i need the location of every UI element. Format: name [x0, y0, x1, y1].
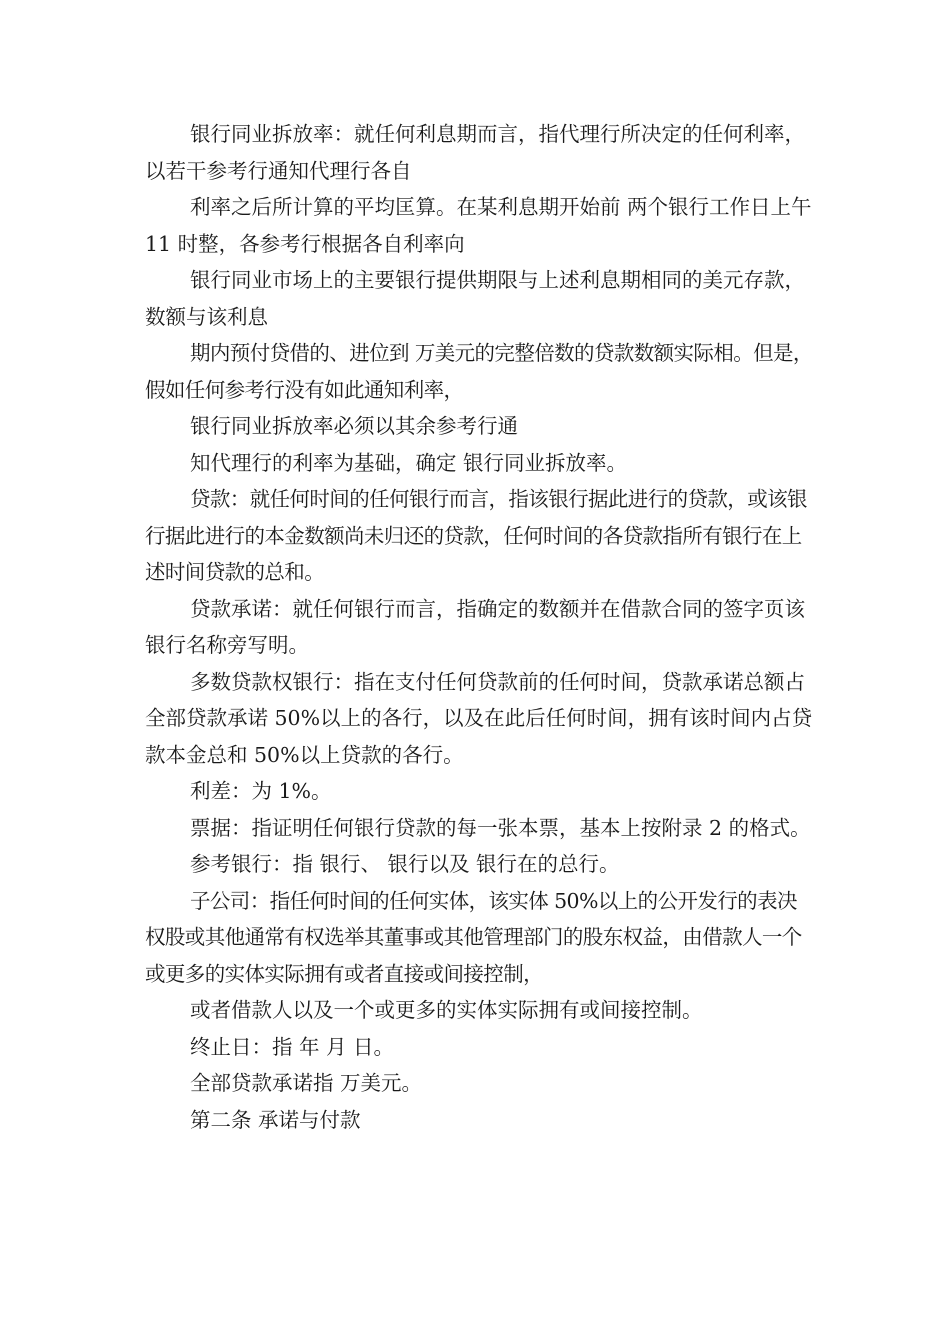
paragraph-reference-banks-definition: 参考银行：指 银行、 银行以及 银行在的总行。	[190, 852, 620, 876]
paragraph-total-commitment: 全部贷款承诺指 万美元。	[190, 1071, 423, 1095]
paragraph-remaining-reference-banks: 银行同业拆放率必须以其余参考行通	[190, 414, 518, 438]
paragraph-interbank-rate-definition: 银行同业拆放率：就任何利息期而言，指代理行所决定的任何利率，以若干参考行通知代理行各自	[145, 122, 805, 183]
paragraph-margin-definition: 利差：为 1%。	[190, 779, 332, 803]
paragraph-subsidiary-definition: 子公司：指任何时间的任何实体，该实体 50%以上的公开发行的表决权股或其他通常有权选举其董事或其他管理部门的股东权益，由借款人一个或更多的实体实际拥有或者直接或间接控制，	[145, 888, 802, 986]
paragraph-average-rate-calculation: 利率之后所计算的平均匡算。在某利息期开始前 两个银行工作日上午 11 时整，各参考行根据各自利率向	[145, 195, 812, 256]
paragraph-loan-amount: 期内预付贷借的、进位到 万美元的完整倍数的贷款数额实际相。但是，假如任何参考行没有如此通知利率，	[145, 341, 813, 402]
document-body	[145, 116, 813, 1138]
paragraph-majority-banks-definition: 多数贷款权银行：指在支付任何贷款前的任何时间，贷款承诺总额占全部贷款承诺 50%以上的各行，以及在此后任何时间，拥有该时间内占贷款本金总和 50%以上贷款的各行。	[145, 669, 813, 767]
paragraph-loan-definition: 贷款：就任何时间的任何银行而言，指该银行据此进行的贷款，或该银行据此进行的本金数额尚未归还的贷款，任何时间的各贷款指所有银行在上述时间贷款的总和。	[145, 487, 807, 584]
section-heading-article-2: 第二条 承诺与付款	[190, 1107, 361, 1132]
paragraph-termination-date: 终止日：指 年 月 日。	[190, 1034, 395, 1059]
paragraph-note-definition: 票据：指证明任何银行贷款的每一张本票，基本上按附录 2 的格式。	[190, 815, 811, 840]
paragraph-agent-bank-rate: 知代理行的利率为基础，确定 银行同业拆放率。	[190, 450, 628, 475]
paragraph-loan-commitment-definition: 贷款承诺：就任何银行而言，指确定的数额并在借款合同的签字页该银行名称旁写明。	[145, 596, 805, 657]
paragraph-dollar-deposit: 银行同业市场上的主要银行提供期限与上述利息期相同的美元存款，数额与该利息	[145, 268, 805, 329]
paragraph-subsidiary-control: 或者借款人以及一个或更多的实体实际拥有或间接控制。	[190, 998, 703, 1022]
